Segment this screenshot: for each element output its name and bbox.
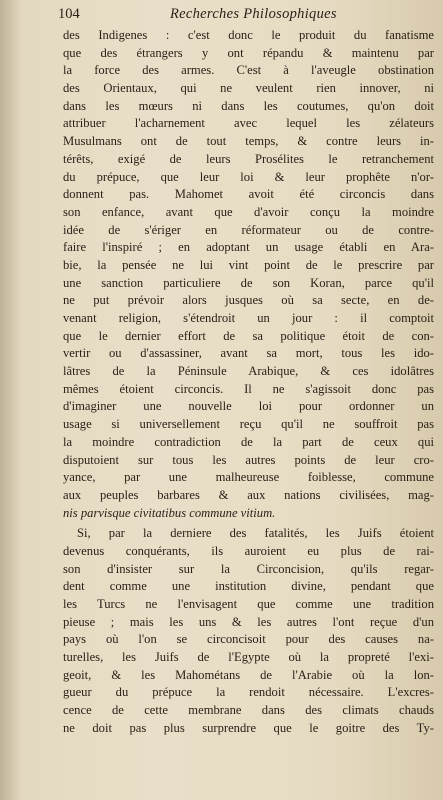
text-line: faire l'inspiré ; en adoptant un usage établi en Ara-: [63, 240, 434, 255]
text-line: que des étrangers y ont répandu & maintenu par: [63, 45, 434, 60]
page-number: 104: [58, 6, 80, 22]
running-title: Recherches Philosophiques: [170, 6, 337, 22]
text-line: turelles, les Juifs de l'Egypte où la propreté l'exi-: [63, 650, 434, 665]
text-line: une sanction particuliere de son Koran, parce qu'il: [63, 275, 434, 290]
body-text: [63, 27, 434, 738]
text-line: térêts, exigé de leurs Prosélites le retranchement: [63, 151, 434, 166]
text-line: vertir ou d'assassiner, avant sa mort, tous les ido-: [63, 346, 434, 361]
text-line: la force des armes. C'est à l'aveugle obstination: [63, 63, 434, 78]
text-line: d'imaginer une nouvelle loi pour ordonner un: [63, 399, 434, 414]
text-line: usage si universellement reçu qu'il ne souffroit pas: [63, 417, 434, 432]
page-header: [58, 6, 415, 26]
text-line: devenus conquérants, ils auroient eu plus de rai-: [63, 543, 434, 558]
text-line: geoit, & les Mahométans de l'Arabie où la lon-: [63, 667, 434, 682]
latin-quote-line: nis parvisque civitatibus commune vitium.: [63, 505, 276, 520]
text-line: venant religion, s'étendroit un jour : il comptoit: [63, 311, 434, 325]
text-line: dans les mœurs ni dans les coutumes, qu'on doit: [63, 98, 434, 113]
text-line: cence de cette membrane dans des climats chauds: [63, 703, 434, 718]
paragraph-1: [63, 27, 434, 522]
text-line: ne put prévoir alors jusques où sa secte, en de-: [63, 293, 434, 308]
text-line: son d'insister sur la Circoncision, qu'ils regar-: [63, 561, 434, 576]
text-line: mêmes étoient circoncis. Il ne s'agissoit donc pas: [63, 381, 434, 396]
text-line: attribuer l'acharnement avec lequel les zélateurs: [63, 116, 434, 131]
text-line: les Turcs ne l'envisagent que comme une tradition: [63, 597, 434, 611]
text-line: du prépuce, que leur loi & leur prophête n'or-: [63, 169, 434, 184]
text-line: aux peuples barbares & aux nations civilisées, mag-: [63, 487, 434, 502]
text-line: dent comme une institution divine, pendant que: [63, 579, 434, 594]
text-line: Musulmans ont de tout temps, & contre leurs in-: [63, 134, 434, 149]
paragraph-2: [63, 525, 434, 737]
text-line: pays où l'on se circoncisoit pour des causes na-: [63, 632, 434, 647]
text-line: ne doit pas plus surprendre que le goitre des Ty-: [63, 720, 434, 735]
text-line: des Orientaux, qui ne veulent rien innover, ni: [63, 81, 434, 96]
text-line: disputoient sur tous les autres points de leur cro-: [63, 452, 434, 467]
text-line: pieuse ; mais les uns & les autres l'ont reçue d'un: [63, 614, 434, 629]
text-line: son enfance, avant que d'avoir conçu la moindre: [63, 204, 434, 219]
text-line: bie, la pensée ne lui vint point de le prescrire par: [63, 257, 434, 272]
text-line: Si, par la derniere des fatalités, les Juifs étoient: [77, 526, 434, 541]
spine-shadow: [0, 0, 22, 800]
text-line: que le dernier effort de sa politique étoit de con-: [63, 328, 434, 343]
text-line: la moindre contradiction de la part de ceux qui: [63, 434, 434, 449]
text-line: lâtres de la Péninsule Arabique, & ces idolâtres: [63, 364, 434, 379]
text-line: gueur du prépuce la rendoit nécessaire. L'excres-: [63, 685, 434, 700]
text-line: donnent pas. Mahomet avoit été circoncis dans: [63, 187, 434, 202]
text-line: des Indigenes : c'est donc le produit du fanatisme: [63, 28, 434, 42]
text-line: yance, par une malheureuse foiblesse, commune: [63, 470, 434, 485]
text-line: idée de s'ériger en réformateur ou de contre-: [63, 222, 434, 237]
